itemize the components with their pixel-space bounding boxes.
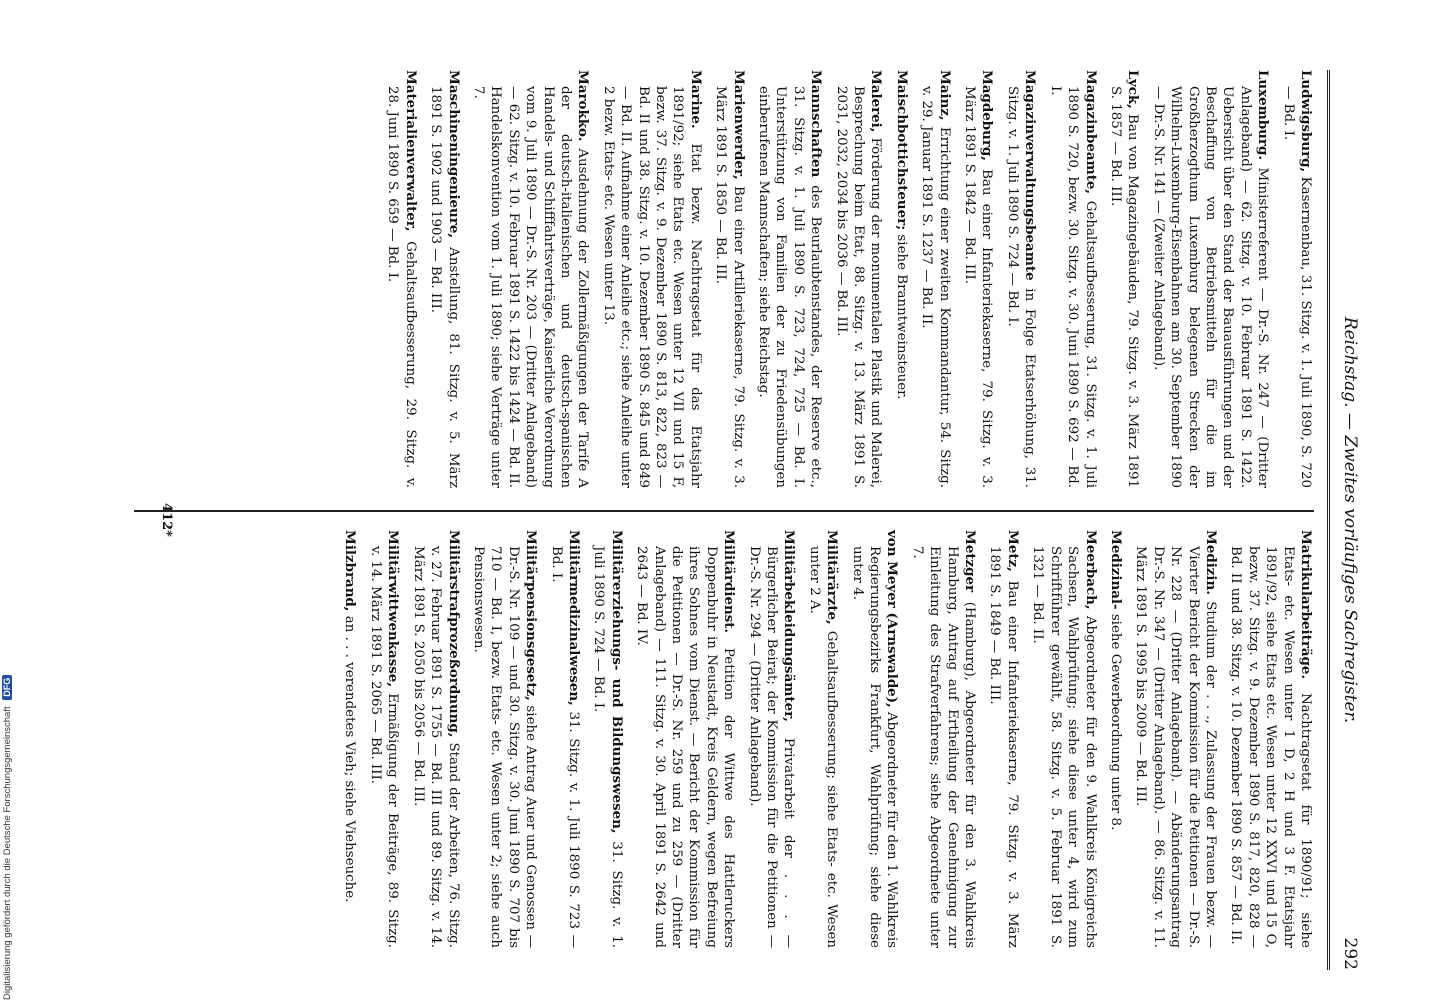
index-entry <box>961 70 996 488</box>
index-entry <box>590 530 625 948</box>
index-entry <box>848 530 900 948</box>
entry-text: Anstellung, 81. Sitzg. v. 5. März 1891 S. 1902 und 1903 — Bd. III. <box>428 86 461 488</box>
entry-text: Gehaltsaufbesserung; siehe Etats- etc. Wesen unter 2 A. <box>806 546 840 948</box>
entry-term: Magazinbeamte, <box>1082 70 1099 195</box>
entry-text: des Beurlaubtenstandes, der Reserve etc., 31. Sitzg. v. 1. Juli 1890 S. 723, 724, 725 — Bd. I. Unterstützung von Familien der zu Friedensübungen einberufenen Mannschaften; siehe Reichstag. <box>756 86 824 488</box>
index-entry <box>745 530 797 948</box>
entry-term: Marienwerder, <box>730 70 747 180</box>
index-entry <box>805 530 840 948</box>
index-entry <box>409 530 461 948</box>
entry-text: 31. Sitzg. v. 1. Juli 1890 S. 724 — Bd. I. <box>591 546 624 948</box>
index-entry <box>918 70 953 488</box>
entry-term: Militärbekleidungsämter, <box>781 530 798 722</box>
index-entry <box>755 70 825 488</box>
index-entry <box>367 530 402 948</box>
signature-mark: 412* <box>159 503 174 537</box>
index-entry <box>1149 70 1271 488</box>
index-entry <box>1046 70 1098 488</box>
entry-text: Gehaltsaufbesserung, 31. Sitzg. v. 1. Juli 1890 S. 720, bezw. 30. Sitzg. v. 30. Juni 1890 S. 692 — Bd. I. <box>1047 86 1098 488</box>
header-rule <box>1327 70 1330 970</box>
entry-text: 31. Sitzg. v. 1. Juli 1890 S. 723 — Bd. I. <box>548 546 581 948</box>
index-entry <box>892 70 909 488</box>
page-number: 292 <box>1340 937 1360 970</box>
index-entry <box>599 70 703 488</box>
entry-text: (Hamburg), Abgeordneter für den 3. Wahlkreis Hamburg, Antrag auf Ertheilung der Genehmigung zur Einleitung des Strafverfahrens; siehe Abgeordnete unter 7. <box>909 546 978 948</box>
index-entry <box>1107 530 1124 948</box>
entry-term: Lyck, <box>1125 70 1142 109</box>
index-entry <box>384 70 419 488</box>
index-entry <box>712 70 747 488</box>
entry-text: Bau von Magazingebäuden, 79. Sitzg. v. 3. März 1891 S. 1857 — Bd. III. <box>1107 86 1141 488</box>
entry-text: Förderung der monumentalen Plastik und Malerei, Besprechung beim Etat, 88. Sitzg. v. 13. März 1891 S. 2031, 2032, 2034 bis 2036 — Bd. III. <box>833 86 884 488</box>
index-entry <box>547 530 582 948</box>
entry-term: Milzbrand, <box>342 530 359 612</box>
entry-term: Magdeburg, <box>979 70 996 161</box>
right-column <box>333 530 1314 948</box>
index-entry <box>1227 530 1314 948</box>
index-entry <box>1004 70 1039 488</box>
entry-term: Magazinverwaltungsbeamte <box>1022 70 1039 281</box>
entry-term: Mainz, <box>936 70 953 121</box>
index-entry <box>1107 70 1142 488</box>
column-divider <box>134 510 1314 512</box>
index-entry <box>341 530 358 948</box>
index-entry <box>1279 70 1314 488</box>
entry-text: Bau einer Artilleriekaserne, 79. Sitzg. v. 3. März 1891 S. 1850 — Bd. III. <box>713 86 746 488</box>
index-entry <box>470 70 592 488</box>
entry-term: Militärmedizinalwesen, <box>565 530 582 706</box>
entry-term: Marokko. <box>575 70 592 142</box>
entry-text: Petition der Wittwe des Hattleruckers Doppenbuhr in Neustadt, Kreis Geldern, wegen Befreiung ihres Sohnes vom Dienst. — Bericht der Kommission für die Petitionen — Dr.-S. Nr. 259 und zu 259 — (Dritter Anlageband) — 111. Sitzg. v. 30. April 1891 S. 2642 und 2643 — Bd. IV. <box>634 546 737 948</box>
entry-text: Ministerreferent — Dr.-S. Nr. 247 — (Dritter Anlageband) — 62. Sitzg. v. 10. Februar 1891 S. 1422. Uebersicht über den Stand der Bauausführungen und der Beschaffung von Betriebsmitteln für die im Großherzogthum Luxemburg belegenen Strecken der Wilhelm-Luxemburg-Eisenbahnen am 30. September 1890 — Dr.-S. Nr. 141 — (Zweiter Anlageband). <box>1150 86 1271 488</box>
page-header-title: Reichstag. — Zweites vorläufiges Sachregister. <box>1340 316 1360 724</box>
entry-term: Militärdienst. <box>721 530 738 634</box>
entry-term: Marine. <box>687 70 704 129</box>
entry-text: Ausdehnung der Zollermäßigungen der Tarife A der deutsch-italienischen und deutsch-spanischen Handels- und Schifffahrtsverträge, Kaiserliche Verordnung vom 9. Juli 1890 — Dr.-S. Nr. 203 — (Dritter Anlageband) — 62. Sitzg. v. 10. Februar 1891 S. 1422 bis 1424 — Bd. II. Handelskonvention vom 1. Juli 1890; siehe Verträge unter 7. <box>470 86 591 488</box>
entry-text: in Folge Etatserhöhung, 31. Sitzg. v. 1. Juli 1890 S. 724 — Bd. I. <box>1004 86 1038 488</box>
entry-text: Errichtung einer zweiten Kommandantur, 54. Sitzg. v. 29. Januar 1891 S. 1237 — Bd. II. <box>919 86 952 488</box>
index-entry <box>427 70 462 488</box>
entry-term: Mannschaften <box>808 70 825 178</box>
index-entry <box>832 70 884 488</box>
entry-term: Malerei, <box>868 70 885 133</box>
entry-term: Meerbach, <box>1082 530 1099 610</box>
index-entry <box>1132 530 1219 948</box>
entry-term: Militärärzte, <box>824 530 841 625</box>
entry-term: Maschineningenieure, <box>445 70 462 239</box>
entry-text: Bau einer Infanteriekaserne, 79. Sitzg. v. 3. März 1891 S. 1842 — Bd. III. <box>962 86 995 488</box>
entry-text: Kasernenbau, 31. Sitzg. v. 1. Juli 1890, S. 720 — Bd. I. <box>1280 86 1313 488</box>
running-head <box>1334 70 1360 970</box>
entry-text: Nachtragsetat für 1890/91; siehe Etats- etc. Wesen unter 1 D, 2 H und 3 F. Etatsjahr 1891/92, siehe Etats etc. Wesen unter 12 XXVI und 15 O, bezw. 37. Sitzg. v. 9. Dezember 1890 S. 817, 820, 828 — Bd. II und 38. Sitzg. v. 10. Dezember 1890 S. 857 — Bd. II. <box>1228 546 1313 948</box>
entry-term: Militärwittwenkasse, <box>385 530 402 687</box>
entry-text: siehe Gewerbeordnung unter 8. <box>1107 613 1123 831</box>
entry-term: Militärstrafprozeßordnung, <box>445 530 462 738</box>
entry-term: Militärerziehungs- und Bildungswesen, <box>608 530 625 834</box>
entry-text: Stand der Arbeiten, 76. Sitzg. v. 27. Februar 1891 S. 1755 — Bd. III und 89. Sitzg. v. 14. März 1891 S. 2050 bis 2056 — Bd. III. <box>410 546 461 948</box>
entry-term: Maischbottichsteuer; <box>893 70 910 231</box>
index-entry <box>633 530 737 948</box>
digitization-credit <box>2 675 13 1000</box>
entry-text: siehe Antrag Auer und Genossen — Dr.-S. Nr. 109 — und 30. Sitzg. v. 30. Juni 1890 S. 707 bis 710 — Bd. I, bezw. Etats- etc. Wesen unter 2; siehe auch Pensionswesen. <box>470 546 539 948</box>
entry-text: Privatarbeit der . . . — Bürgerlicher Beirat; der Kommission für die Petitionen — Dr.-S. Nr. 294 — (Dritter Anlageband). <box>746 546 797 948</box>
entry-text: Gehaltsaufbesserung, 29. Sitzg. v. 28. Juni 1890 S. 659 — Bd. I. <box>385 86 418 488</box>
entry-text: Ermäßigung der Beiträge, 89. Sitzg. v. 14. März 1891 S. 2065 — Bd. III. <box>367 546 401 948</box>
entry-text: Abgeordneter für den 9. Wahlkreis Königreichs Sachsen, Wahlprüfung; siehe diese unter 4, wird zum Schriftführer gewählt, 58. Sitzg. v. 5. Februar 1891 S. 1321 — Bd. II. <box>1030 546 1098 948</box>
entry-term: Matrikularbeiträge. <box>1298 530 1314 680</box>
entry-term: Luxemburg. <box>1255 70 1272 161</box>
entry-term: Materialienverwalter, <box>402 70 419 232</box>
entry-term: Metz, <box>1004 530 1021 572</box>
left-column <box>376 70 1314 488</box>
entry-text: Studium der . . ., Zulassung der Frauen bezw. — Vierter Bericht der Kommission für die Petitionen — Dr.-S. Nr. 228 — (Dritter Anlageband). — Abänderungsantrag Dr.-S. Nr. 347 — (Dritter Anlageband). — 86. Sitzg. v. 11. März 1891 S. 1995 bis 2009 — Bd. III. <box>1133 546 1218 948</box>
entry-term: von Meyer (Arnswalde), <box>884 530 901 708</box>
entry-term: Medizin. <box>1202 530 1219 595</box>
entry-text: Etat bezw. Nachtragsetat für das Etatsjahr 1891/92; siehe Etats etc. Wesen unter 12 VII und 15 F, bezw. 37. Sitzg. v. 9. Dezember 1890 S. 813, 822, 823 — Bd. II und 38. Sitzg. v. 10. Dezember 1890 S. 845 und 849 — Bd. II. Aufnahme einer Anleihe etc.; siehe Anleihe unter 2 bezw. Etats- etc. Wesen unter 13. <box>600 86 703 488</box>
entry-term: Metzger <box>962 530 979 593</box>
index-entry <box>1029 530 1099 948</box>
entry-term: Militärpensionsgesetz, <box>523 530 540 701</box>
entry-text: siehe Branntweinsteuer. <box>893 234 909 400</box>
dfg-logo: DFG <box>2 675 12 700</box>
index-page <box>60 40 1360 1000</box>
entry-text: Bau einer Infanteriekaserne, 79. Sitzg. v. 3. März 1891 S. 1849 — Bd. III. <box>987 546 1020 948</box>
entry-text: an . . . verendetes Vieh; siehe Viehseuche. <box>342 615 358 903</box>
credit-text: Digitalisierung gefördert durch die Deutsche Forschungsgemeinschaft <box>2 706 13 1000</box>
index-entry <box>986 530 1021 948</box>
index-entry <box>908 530 978 948</box>
entry-term: Ludwigsburg, <box>1298 70 1314 173</box>
entry-term: Medizinal- <box>1107 530 1124 610</box>
index-entry <box>470 530 540 948</box>
entry-text: Abgeordneter für den 1. Wahlkreis Regierungsbezirks Frankfurt, Wahlprüfung; siehe diese unter 4. <box>849 546 900 948</box>
